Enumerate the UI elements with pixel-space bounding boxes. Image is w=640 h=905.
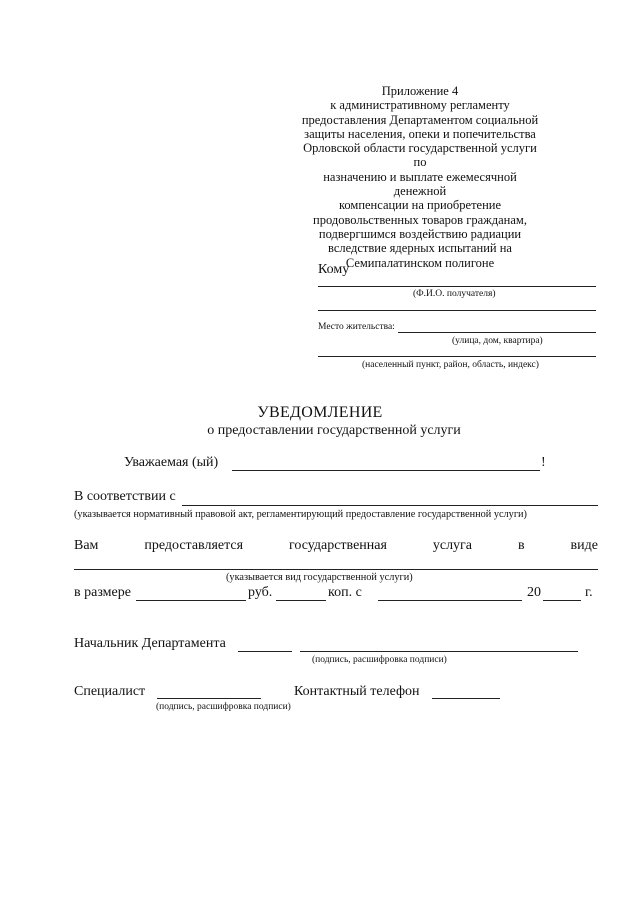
appendix-line: компенсации на приобретение — [338, 198, 502, 213]
greeting-name-field[interactable] — [232, 470, 540, 471]
appendix-line: продовольственных товаров гражданам, — [313, 212, 527, 227]
appendix-line: защиты населения, опеки и попечительства — [304, 126, 536, 141]
word: государственная — [288, 538, 387, 553]
legal-act-hint: (указывается нормативный правовой акт, регламентирующий предоставление государственной услуги) — [74, 509, 527, 520]
notice-title: УВЕДОМЛЕНИЕ — [257, 404, 383, 421]
word: предоставляется — [144, 538, 244, 553]
head-label: Начальник Департамента — [74, 636, 226, 651]
recipient-name-field[interactable] — [318, 286, 596, 287]
phone-label: Контактный телефон — [294, 684, 420, 699]
appendix-header — [300, 84, 540, 270]
locality-hint: (населенный пункт, район, область, индекс) — [362, 360, 539, 370]
appendix-line: предоставления Департаментом социальной — [301, 112, 539, 127]
head-signature-field[interactable] — [238, 651, 292, 652]
street-hint: (улица, дом, квартира) — [452, 336, 543, 346]
to-label: Кому — [318, 262, 350, 277]
notice-subtitle: о предоставлении государственной услуги — [207, 423, 461, 438]
amount-label: в размере — [74, 585, 131, 600]
service-type-hint: (указывается вид государственной услуги) — [226, 572, 413, 583]
appendix-line: вследствие ядерных испытаний на — [328, 241, 512, 256]
greeting-label: Уважаемая (ый) — [124, 455, 219, 470]
specialist-hint: (подпись, расшифровка подписи) — [156, 702, 291, 712]
recipient-name-field-2[interactable] — [318, 310, 596, 311]
appendix-line: к административному регламенту — [330, 98, 510, 113]
amount-kop-field[interactable] — [276, 600, 326, 601]
residence-label: Место жительства: — [318, 322, 395, 332]
service-provided-line — [74, 538, 598, 554]
year-prefix: 20 — [527, 585, 541, 600]
rub-label: руб. — [248, 585, 273, 600]
appendix-line: назначению и выплате ежемесячной денежной — [323, 169, 517, 199]
appendix-line: Приложение 4 — [381, 84, 459, 98]
specialist-signature-field[interactable] — [157, 698, 261, 699]
phone-field[interactable] — [432, 698, 500, 699]
word: в — [517, 538, 525, 553]
year-field[interactable] — [543, 600, 581, 601]
kop-label: коп. с — [328, 585, 362, 600]
amount-rub-field[interactable] — [136, 600, 246, 601]
head-name-field[interactable] — [300, 651, 578, 652]
legal-act-field[interactable] — [182, 505, 598, 506]
word: Вам — [74, 538, 99, 553]
appendix-line: подвергшимся воздействию радиации — [318, 226, 522, 241]
service-type-field[interactable] — [74, 569, 598, 570]
word: услуга — [432, 538, 473, 553]
head-hint: (подпись, расшифровка подписи) — [312, 655, 447, 665]
specialist-label: Специалист — [74, 684, 146, 699]
year-suffix: г. — [585, 585, 593, 600]
residence-locality-field[interactable] — [318, 356, 596, 357]
fio-hint: (Ф.И.О. получателя) — [413, 289, 496, 299]
appendix-line: Орловской области государственной услуги по — [303, 141, 537, 170]
according-label: В соответствии с — [74, 489, 176, 504]
start-date-field[interactable] — [378, 600, 522, 601]
word: виде — [570, 538, 598, 553]
greeting-exclamation: ! — [541, 455, 546, 470]
residence-street-field[interactable] — [398, 332, 596, 333]
appendix-line: Семипалатинском полигоне — [345, 255, 495, 270]
